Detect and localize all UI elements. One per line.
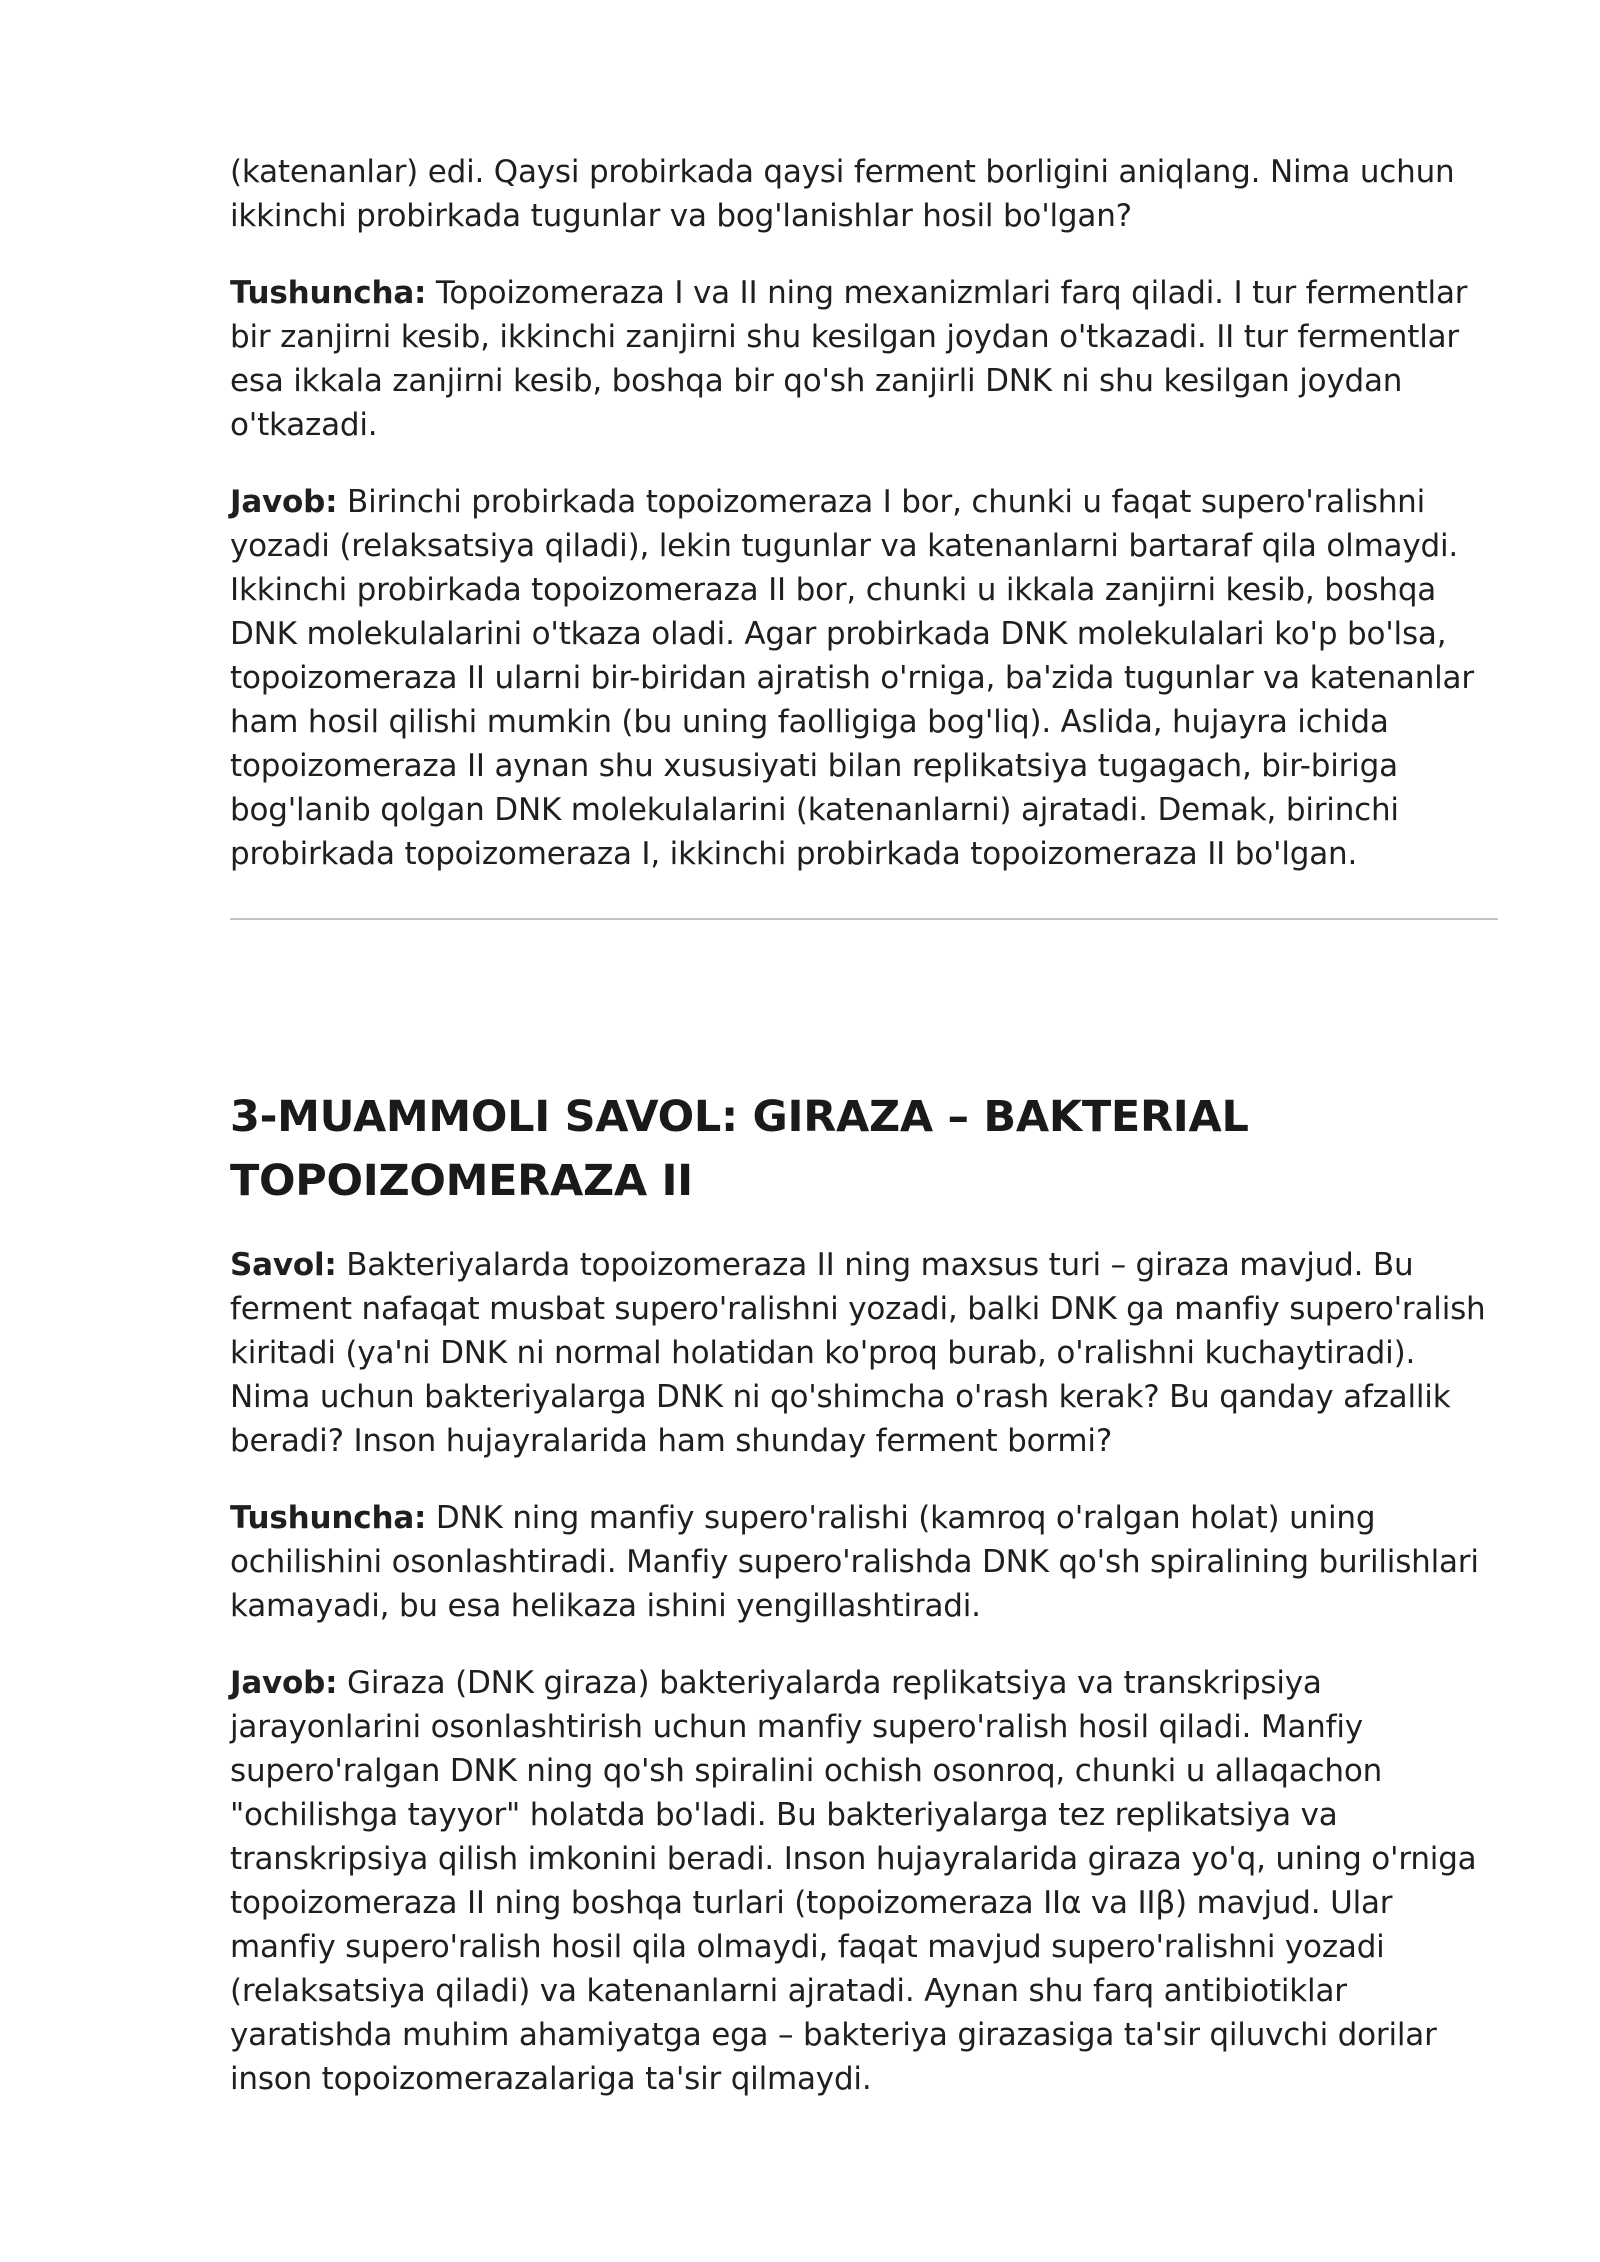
javob-text: Birinchi probirkada topoizomeraza I bor, chunki u faqat supero'ralishni yozadi (relaksatsiya qiladi), lekin tugunlar va katenanlarni bartaraf qila olmaydi. Ikkinchi probirkada topoizomeraza II bor, chunki u ikkala zanjirni kesib, boshqa DNK molekulalarini o'tkaza oladi. Agar probirkada DNK molekulalari ko'p bo'lsa, topoizomeraza II ularni bir-biridan ajratish o'rniga, ba'zida tugunlar va katenanlar ham hosil qilishi mumkin (bu uning faolligiga bog'liq). Aslida, hujayra ichida topoizomeraza II aynan shu xususiyati bilan replikatsiya tugagach, bir-biriga bog'lanib qolgan DNK molekulalarini (katenanlarni) ajratadi. Demak, birinchi probirkada topoizomeraza I, ikkinchi probirkada topoizomeraza II bo'lgan. bbox=[230, 484, 1474, 872]
tushuncha-paragraph bbox=[230, 271, 1498, 447]
previous-answer-block bbox=[230, 150, 1498, 876]
section-3 bbox=[230, 1085, 1498, 2101]
savol-text: Bakteriyalarda topoizomeraza II ning maxsus turi – giraza mavjud. Bu ferment nafaqat musbat supero'ralishni yozadi, balki DNK ga manfiy supero'ralish kiritadi (ya'ni DNK ni normal holatidan ko'proq burab, o'ralishni kuchaytiradi). Nima uchun bakteriyalarga DNK ni qo'shimcha o'rash kerak? Bu qanday afzallik beradi? Inson hujayralarida ham shunday ferment bormi? bbox=[230, 1247, 1486, 1459]
tushuncha-label: Tushuncha: bbox=[230, 275, 427, 311]
javob-label: Javob: bbox=[230, 484, 338, 520]
section-3-title: 3-MUAMMOLI SAVOL: GIRAZA – BAKTERIAL TOPOIZOMERAZA II bbox=[230, 1092, 1249, 1206]
javob-paragraph bbox=[230, 480, 1498, 876]
tushuncha-text: Topoizomeraza I va II ning mexanizmlari farq qiladi. I tur fermentlar bir zanjirni kesib, ikkinchi zanjirni shu kesilgan joydan o'tkazadi. II tur fermentlar esa ikkala zanjirni kesib, boshqa bir qo'sh zanjirli DNK ni shu kesilgan joydan o'tkazadi. bbox=[230, 275, 1468, 443]
tushuncha-paragraph-3 bbox=[230, 1496, 1498, 1628]
javob-paragraph-3 bbox=[230, 1661, 1498, 2101]
tushuncha-label-3: Tushuncha: bbox=[230, 1500, 427, 1536]
javob-label-3: Javob: bbox=[230, 1665, 338, 1701]
savol-paragraph bbox=[230, 1243, 1498, 1463]
question-continuation: (katenanlar) edi. Qaysi probirkada qaysi ferment borligini aniqlang. Nima uchun ikkinchi probirkada tugunlar va bog'lanishlar hosil bo'lgan? bbox=[230, 154, 1455, 234]
javob-text-3: Giraza (DNK giraza) bakteriyalarda replikatsiya va transkripsiya jarayonlarini osonlashtirish uchun manfiy supero'ralish hosil qiladi. Manfiy supero'ralgan DNK ning qo'sh spiralini ochish osonroq, chunki u allaqachon "ochilishga tayyor" holatda bo'ladi. Bu bakteriyalarga tez replikatsiya va transkripsiya qilish imkonini beradi. Inson hujayralarida giraza yo'q, uning o'rniga topoizomeraza II ning boshqa turlari (topoizomeraza IIα va IIβ) mavjud. Ular manfiy supero'ralish hosil qila olmaydi, faqat mavjud supero'ralishni yozadi (relaksatsiya qiladi) va katenanlarni ajratadi. Aynan shu farq antibiotiklar yaratishda muhim ahamiyatga ega – bakteriya girazasiga ta'sir qiluvchi dorilar inson topoizomerazalariga ta'sir qilmaydi. bbox=[230, 1665, 1477, 2097]
tushuncha-text-3: DNK ning manfiy supero'ralishi (kamroq o'ralgan holat) uning ochilishini osonlashtiradi. Manfiy supero'ralishda DNK qo'sh spiralining burilishlari kamayadi, bu esa helikaza ishini yengillashtiradi. bbox=[230, 1500, 1479, 1624]
savol-label: Savol: bbox=[230, 1247, 337, 1283]
section-divider bbox=[230, 918, 1498, 920]
